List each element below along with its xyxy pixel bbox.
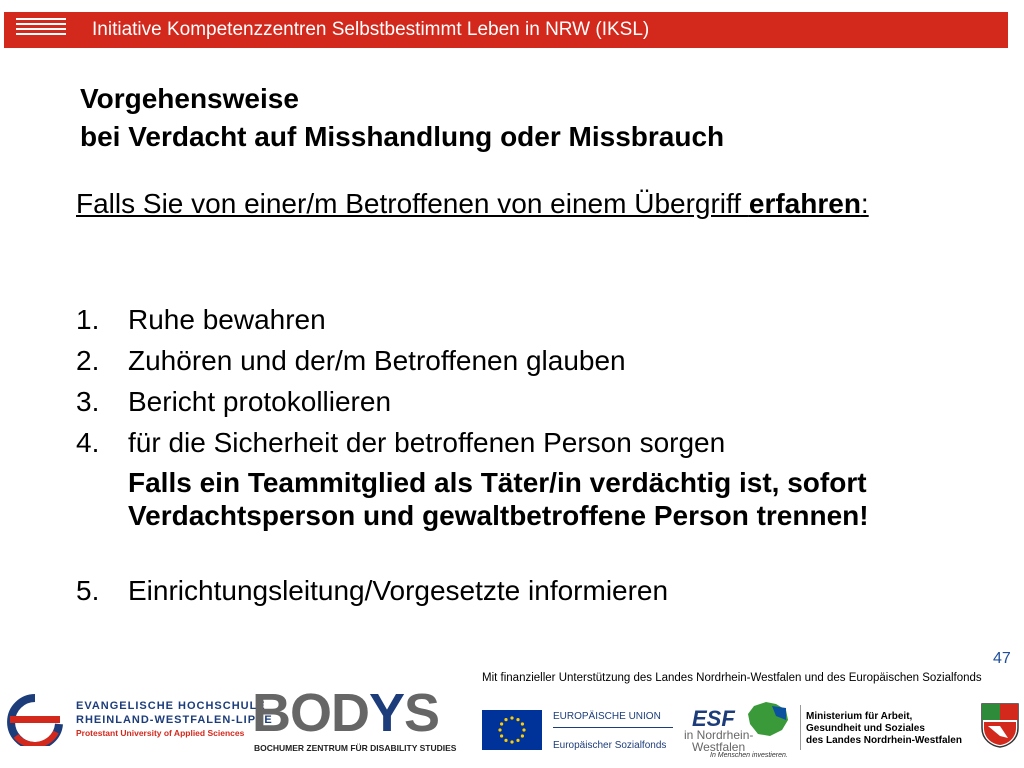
list-item-text: Bericht protokollieren bbox=[128, 386, 392, 417]
list-item-number: 4. bbox=[76, 427, 100, 458]
esf-slogan: In Menschen investieren. bbox=[710, 752, 788, 759]
heading-line-1: Vorgehensweise bbox=[80, 83, 299, 114]
esf-subtitle-1: in Nordrhein- bbox=[684, 728, 754, 742]
intro-part-1: Falls Sie von einer/m Betroffenen von einem Übergriff bbox=[76, 188, 749, 219]
intro-text bbox=[76, 187, 906, 221]
esf-logo bbox=[684, 700, 794, 762]
list-item-text: für die Sicherheit der betroffenen Person sorgen bbox=[128, 427, 726, 458]
list-item-number: 5. bbox=[76, 575, 100, 606]
ministry-line-3: des Landes Nordrhein-Westfalen bbox=[806, 735, 962, 746]
ministry-line-2: Gesundheit und Soziales bbox=[806, 723, 925, 734]
bodys-subtitle: BOCHUMER ZENTRUM FÜR DISABILITY STUDIES bbox=[254, 743, 457, 753]
intro-part-2: erfahren bbox=[748, 188, 861, 219]
list-item-text: Einrichtungsleitung/Vorgesetzte informieren bbox=[128, 575, 669, 606]
bodys-wordmark bbox=[252, 682, 439, 744]
ev-hochschule-logo bbox=[6, 690, 273, 750]
header-bar bbox=[4, 12, 1008, 48]
menu-lines-icon bbox=[16, 18, 66, 42]
esf-wordmark: ESF bbox=[692, 706, 735, 731]
list-item-number: 2. bbox=[76, 345, 100, 376]
ministry-text bbox=[806, 711, 962, 747]
header-title: Initiative Kompetenzzentren Selbstbestimmt Leben in NRW (IKSL) bbox=[92, 19, 650, 40]
page-number: 47 bbox=[993, 650, 1011, 667]
heading-line-2: bei Verdacht auf Misshandlung oder Missbrauch bbox=[80, 121, 725, 152]
list-item-text: Zuhören und der/m Betroffenen glauben bbox=[128, 345, 626, 376]
ev-hochschule-line-3: Protestant University of Applied Sciences bbox=[76, 728, 245, 738]
ev-hochschule-mark-icon bbox=[6, 694, 64, 746]
ev-hochschule-line-2: RHEINLAND-WESTFALEN-LIPPE bbox=[76, 714, 273, 726]
list-item-text: Ruhe bewahren bbox=[128, 304, 326, 335]
list-item-number: 3. bbox=[76, 386, 100, 417]
slide-heading bbox=[80, 80, 724, 156]
nrw-coat-of-arms-icon bbox=[980, 702, 1020, 748]
ministry-line-1: Ministerium für Arbeit, bbox=[806, 711, 913, 722]
bodys-word-part-2: Y bbox=[369, 683, 405, 743]
ev-hochschule-line-1: EVANGELISCHE HOCHSCHULE bbox=[76, 700, 266, 712]
eu-flag-icon bbox=[482, 710, 542, 750]
funding-text: Mit finanzieller Unterstützung des Landes Nordrhein-Westfalen und des Europäischen Sozialfonds bbox=[482, 672, 982, 684]
esf-subtitle-2: Westfalen bbox=[692, 740, 746, 754]
bodys-logo bbox=[252, 683, 467, 758]
intro-part-3: : bbox=[860, 188, 869, 219]
eu-label: EUROPÄISCHE UNION bbox=[553, 711, 661, 722]
eu-sozialfonds-label: Europäischer Sozialfonds bbox=[553, 740, 667, 751]
warning-text: Falls ein Teammitglied als Täter/in verdächtig ist, sofort Verdachtsperson und gewaltbetroffene Person trennen! bbox=[128, 467, 869, 531]
list-item-number: 1. bbox=[76, 304, 100, 335]
bodys-word-part-1: BOD bbox=[252, 683, 369, 743]
ministry-divider bbox=[800, 705, 801, 750]
bodys-word-part-3: S bbox=[404, 683, 440, 743]
eu-divider bbox=[553, 727, 673, 728]
